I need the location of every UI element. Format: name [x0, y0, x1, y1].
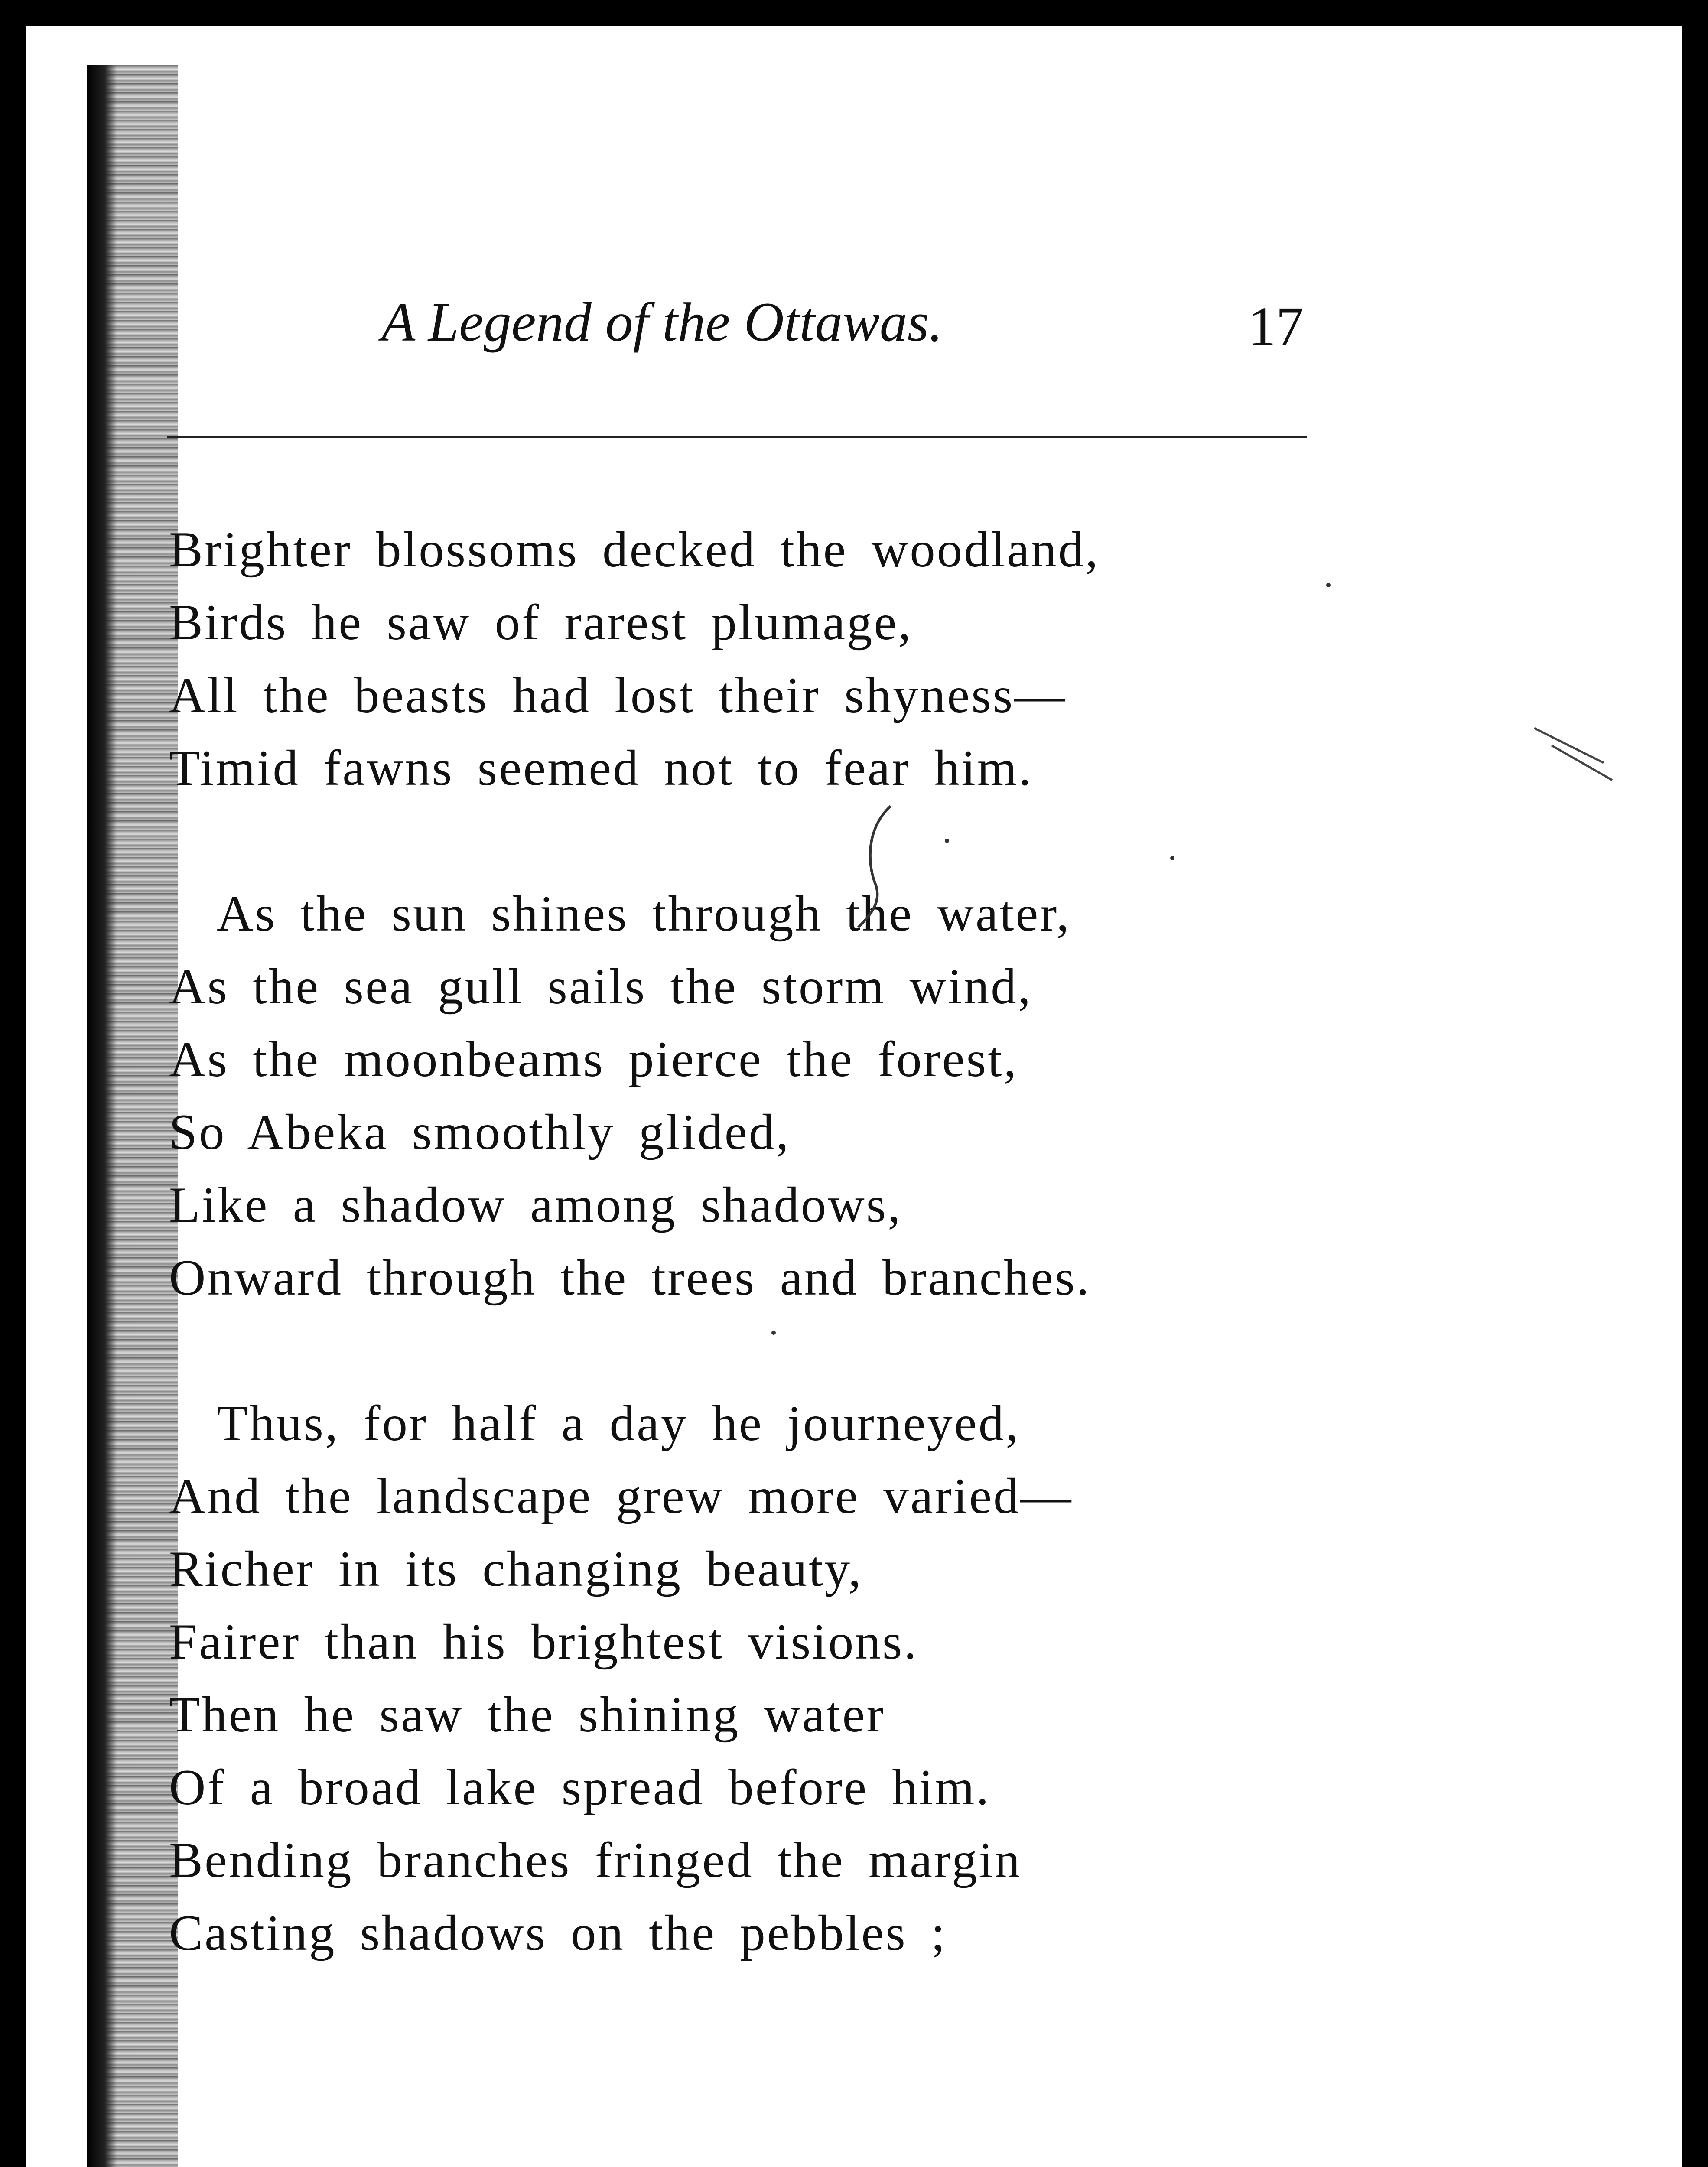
margin-pencil-mark [1526, 719, 1621, 789]
speck [771, 1331, 776, 1335]
poem-line: Onward through the trees and branches. [169, 1250, 1091, 1306]
page-number: 17 [1248, 296, 1304, 357]
poem-line: Then he saw the shining water [169, 1687, 885, 1743]
poem-line: Timid fawns seemed not to fear him. [169, 740, 1033, 796]
poem-line: Thus, for half a day he journeyed, [217, 1396, 1020, 1451]
poem-line: Richer in its changing beauty, [169, 1541, 863, 1597]
poem-body [169, 514, 1100, 2043]
poem-line: Fairer than his brightest visions. [169, 1614, 918, 1670]
poem-line: Casting shadows on the pebbles ; [169, 1905, 947, 1961]
speck [945, 839, 949, 843]
poem-line: Birds he saw of rarest plumage, [169, 595, 913, 651]
poem-line: All the beasts had lost their shyness— [169, 667, 1067, 723]
poem-line: So Abeka smoothly glided, [169, 1104, 791, 1160]
stanza [169, 1387, 1100, 1970]
poem-line: Of a broad lake spread before him. [169, 1760, 991, 1816]
poem-line: Brighter blossoms decked the woodland, [169, 522, 1100, 578]
speck [1170, 856, 1174, 860]
poem-line: As the sun shines through the water, [217, 886, 1071, 942]
poem-line: As the sea gull sails the storm wind, [169, 959, 1032, 1015]
gutter-shadow [87, 65, 117, 2167]
header-rule [167, 436, 1307, 438]
stanza [169, 514, 1100, 805]
poem-line: As the moonbeams pierce the forest, [169, 1031, 1018, 1087]
pencil-mark [849, 802, 910, 949]
speck [1326, 583, 1331, 587]
running-title: A Legend of the Ottawas. [381, 291, 943, 353]
poem-line: And the landscape grew more varied— [169, 1468, 1073, 1524]
poem-line: Like a shadow among shadows, [169, 1177, 902, 1233]
stanza [169, 878, 1100, 1315]
poem-line: Bending branches fringed the margin [169, 1832, 1022, 1888]
